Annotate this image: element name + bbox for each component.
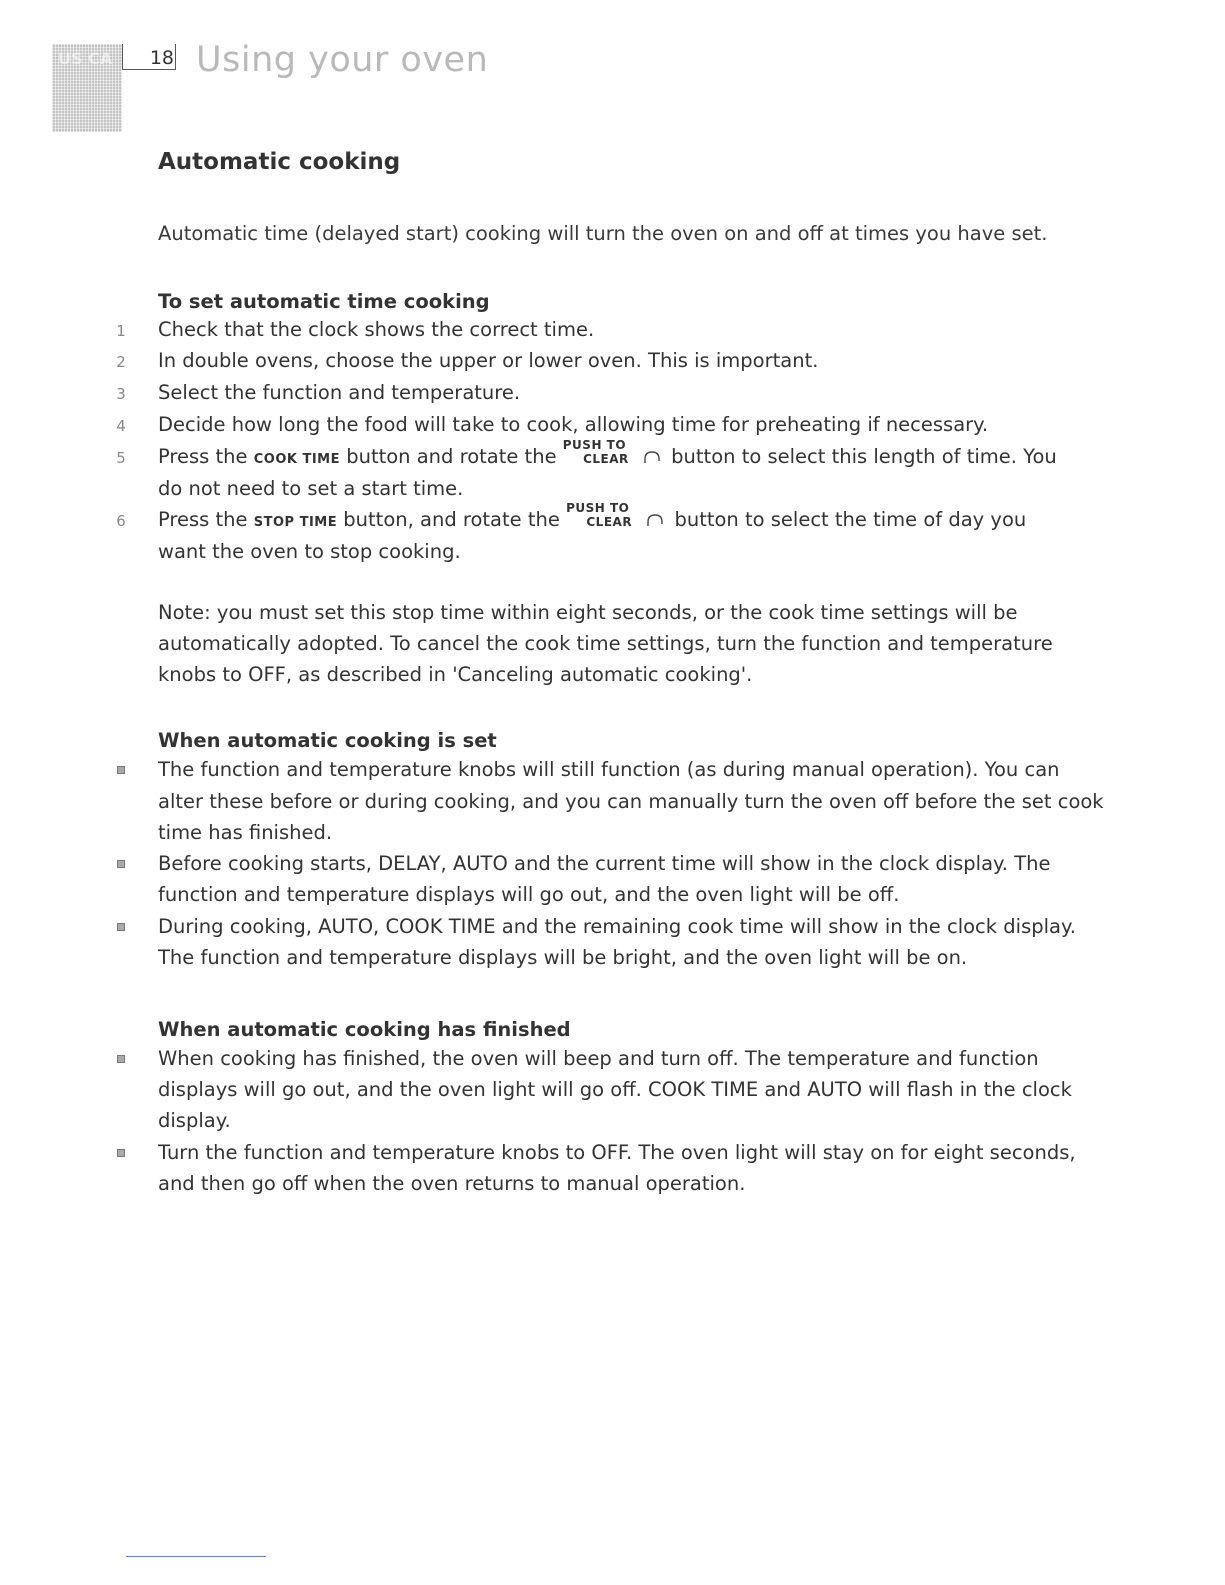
step-number-6: 6: [116, 512, 126, 530]
clear-text: CLEAR: [586, 514, 633, 529]
note-line-2: automatically adopted. To cancel the cook time settings, turn the function and temperature: [158, 632, 1053, 655]
step-6-text-b: button, and rotate the: [343, 508, 560, 531]
step-6: [158, 500, 1027, 532]
step-6-text-a: Press the: [158, 508, 248, 531]
page-number: 18: [149, 47, 174, 69]
push-to-text: PUSH TO: [566, 500, 630, 515]
when-finished-line: and then go off when the oven returns to manual operation.: [158, 1172, 746, 1195]
step-number-2: 2: [116, 353, 126, 371]
when-set-heading: When automatic cooking is set: [158, 729, 497, 752]
region-label: US CA: [58, 49, 113, 68]
step-3: Select the function and temperature.: [158, 381, 521, 404]
step-number-3: 3: [116, 385, 126, 403]
step-5-text-a: Press the: [158, 445, 248, 468]
bullet-icon: [117, 766, 125, 774]
push-to-clear-label: [562, 437, 637, 469]
step-5-text-c: button to select this length of time. You: [671, 445, 1057, 468]
when-finished-line: Turn the function and temperature knobs to OFF. The oven light will stay on for eight seconds,: [158, 1141, 1076, 1164]
cook-time-button-label: COOK TIME: [253, 452, 340, 467]
step-1: Check that the clock shows the correct time.: [158, 318, 595, 341]
when-set-line: During cooking, AUTO, COOK TIME and the remaining cook time will show in the clock display.: [158, 915, 1076, 938]
step-number-4: 4: [116, 417, 126, 435]
page-title: Using your oven: [196, 40, 489, 80]
when-finished-line: displays will go out, and the oven light will go off. COOK TIME and AUTO will flash in the clock: [158, 1078, 1072, 1101]
section-title: Automatic cooking: [158, 149, 401, 175]
when-set-line: The function and temperature displays will be bright, and the oven light will be on.: [158, 946, 968, 969]
when-set-line: time has finished.: [158, 821, 333, 844]
bullet-icon: [117, 860, 125, 868]
knob-rotate-icon: [643, 446, 665, 469]
step-5-text-b: button and rotate the: [346, 445, 557, 468]
when-set-line: alter these before or during cooking, and you can manually turn the oven off before the set cook: [158, 790, 1104, 813]
when-set-line: function and temperature displays will go out, and the oven light will be off.: [158, 883, 900, 906]
when-set-line: Before cooking starts, DELAY, AUTO and the current time will show in the clock display. The: [158, 852, 1051, 875]
note-line-3: knobs to OFF, as described in 'Canceling automatic cooking'.: [158, 663, 753, 686]
stop-time-button-label: STOP TIME: [253, 515, 338, 530]
when-finished-line: When cooking has finished, the oven will beep and turn off. The temperature and function: [158, 1047, 1039, 1070]
step-number-5: 5: [116, 449, 126, 467]
step-2: In double ovens, choose the upper or lower oven. This is important.: [158, 349, 819, 372]
knob-rotate-icon: [646, 509, 668, 532]
step-6-text-c: button to select the time of day you: [674, 508, 1027, 531]
intro-paragraph: Automatic time (delayed start) cooking will turn the oven on and off at times you have set.: [158, 222, 1048, 245]
push-to-text: PUSH TO: [562, 437, 627, 452]
push-to-clear-label: [566, 500, 640, 532]
note-line-1: Note: you must set this stop time within eight seconds, or the cook time settings will be: [158, 601, 1018, 624]
step-4: Decide how long the food will take to cook, allowing time for preheating if necessary.: [158, 413, 989, 436]
set-heading: To set automatic time cooking: [158, 290, 490, 313]
bullet-icon: [117, 1055, 125, 1063]
when-finished-line: display.: [158, 1109, 231, 1132]
footer-rule: [126, 1556, 266, 1557]
bullet-icon: [117, 1149, 125, 1157]
step-number-1: 1: [116, 322, 126, 340]
step-5: [158, 437, 1057, 469]
when-set-line: The function and temperature knobs will still function (as during manual operation). You can: [158, 758, 1060, 781]
clear-text: CLEAR: [583, 451, 629, 466]
step-6-continued: want the oven to stop cooking.: [158, 540, 461, 563]
when-finished-heading: When automatic cooking has finished: [158, 1018, 571, 1041]
step-5-continued: do not need to set a start time.: [158, 477, 464, 500]
bullet-icon: [117, 923, 125, 931]
